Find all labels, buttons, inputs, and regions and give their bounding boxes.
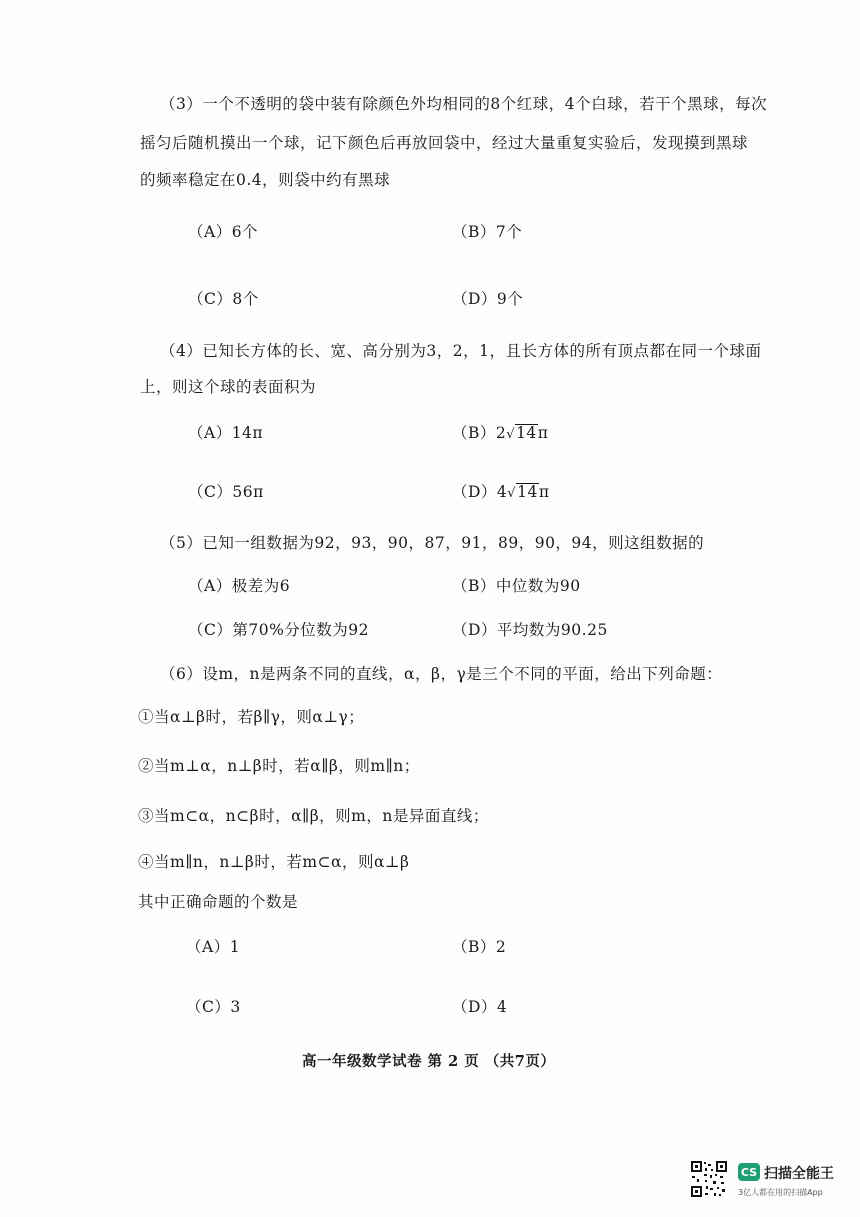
q4-option-b-radicand: 14 <box>516 424 537 442</box>
qr-code-icon <box>690 1160 728 1198</box>
q5-line-1: （5）已知一组数据为92，93，90，87，91，89，90，94，则这组数据的 <box>160 534 705 552</box>
q4-option-d-radicand: 14 <box>517 483 538 501</box>
q3-line-2: 摇匀后随机摸出一个球，记下颜色后再放回袋中，经过大量重复实验后，发现摸到黑球 <box>140 134 749 152</box>
page-footer: 高一年级数学试卷 第 2 页 （共7页） <box>302 1053 556 1070</box>
q5-option-b: （B）中位数为90 <box>452 577 581 595</box>
scanner-brand-tagline: 3亿人都在用的扫描App <box>738 1188 823 1197</box>
q4-option-d: （D）4√14π <box>452 483 550 501</box>
q4-option-b: （B）2√14π <box>452 424 549 442</box>
q3-option-d: （D）9个 <box>452 290 524 308</box>
q5-option-c: （C）第70%分位数为92 <box>188 621 370 639</box>
q6-option-a: （A）1 <box>186 938 241 956</box>
q4-option-d-suffix: π <box>538 483 550 501</box>
q5-option-a: （A）极差为6 <box>188 577 291 595</box>
q6-proposition-2: ②当m⊥α，n⊥β时，若α∥β，则m∥n； <box>138 757 420 775</box>
q6-prompt: 其中正确命题的个数是 <box>138 893 299 911</box>
q6-proposition-3: ③当m⊂α，n⊂β时，α∥β，则m，n是异面直线； <box>138 807 489 825</box>
q6-option-c: （C）3 <box>186 998 241 1016</box>
q6-option-d: （D）4 <box>452 998 508 1016</box>
q4-option-b-prefix: （B）2 <box>452 424 507 442</box>
q6-proposition-1: ①当α⊥β时，若β∥γ，则α⊥γ； <box>138 708 365 726</box>
q4-option-c: （C）56π <box>188 483 264 501</box>
q4-option-d-prefix: （D）4 <box>452 483 508 501</box>
q3-option-c: （C）8个 <box>188 290 259 308</box>
q4-line-1: （4）已知长方体的长、宽、高分别为3，2，1，且长方体的所有顶点都在同一个球面 <box>160 342 762 360</box>
scanner-brand-name: 扫描全能王 <box>764 1166 834 1182</box>
q3-option-b: （B）7个 <box>452 223 523 241</box>
scanner-logo-badge: CS <box>738 1163 760 1181</box>
q4-option-a: （A）14π <box>188 424 264 442</box>
q4-option-b-suffix: π <box>537 424 549 442</box>
q4-line-2: 上，则这个球的表面积为 <box>140 378 317 396</box>
q6-proposition-4: ④当m∥n，n⊥β时，若m⊂α，则α⊥β <box>138 853 410 871</box>
q6-option-b: （B）2 <box>452 938 507 956</box>
q5-option-d: （D）平均数为90.25 <box>452 621 608 639</box>
q3-option-a: （A）6个 <box>188 223 259 241</box>
q3-line-3: 的频率稳定在0.4，则袋中约有黑球 <box>140 171 391 189</box>
q6-line-1: （6）设m，n是两条不同的直线，α，β，γ是三个不同的平面，给出下列命题： <box>160 665 723 683</box>
q3-line-1: （3）一个不透明的袋中装有除颜色外均相同的8个红球，4个白球，若干个黑球，每次 <box>160 95 768 113</box>
